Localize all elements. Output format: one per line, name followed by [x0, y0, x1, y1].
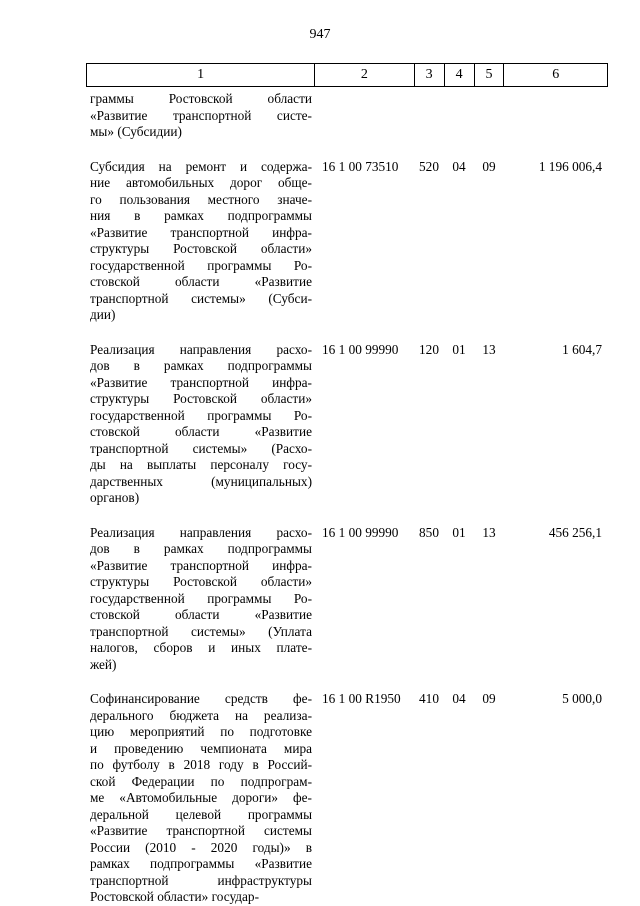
table-body — [86, 91, 608, 906]
subsection-cell: 13 — [482, 524, 496, 540]
subsection-cell: 13 — [482, 341, 496, 357]
section-cell: 04 — [452, 691, 466, 706]
description-line: Реализация направления расхо- — [90, 341, 312, 357]
description-line: Субсидия на ремонт и содержа- — [90, 158, 312, 174]
budget-table — [86, 63, 608, 906]
description-line: дов в рамках подпрограммы — [90, 541, 312, 556]
page-number: 947 — [309, 27, 331, 42]
table-header-row — [86, 63, 608, 87]
description-line: деральной целевой программы — [90, 806, 312, 822]
description-line: органов) — [90, 490, 140, 505]
description-line: стовской области «Развитие — [90, 607, 312, 622]
description-line: ние автомобильных дорог обще- — [90, 175, 312, 190]
expense-type-cell: 410 — [419, 691, 439, 706]
description-line: структуры Ростовской области» — [90, 574, 312, 589]
target-article-code-cell: 16 1 00 99990 — [322, 524, 399, 540]
description-line: структуры Ростовской области» — [90, 391, 312, 406]
table-row — [86, 91, 608, 141]
table-row — [86, 342, 608, 507]
description-line: рамках подпрограммы «Развитие — [90, 856, 312, 871]
table-row — [86, 691, 608, 906]
row-description — [86, 525, 314, 674]
description-line: транспортной системы» (Субси- — [90, 290, 312, 306]
amount-cell: 456 256,1 — [548, 524, 602, 540]
description-line: ния в рамках подпрограммы — [90, 208, 312, 223]
expense-type-cell: 850 — [419, 524, 439, 540]
expense-type-cell — [414, 91, 444, 141]
table-row — [86, 159, 608, 324]
description-line: «Развитие транспортной систе- — [90, 107, 312, 123]
description-line: Софинансирование средств фе- — [90, 691, 312, 706]
description-line: транспортной системы» (Уплата — [90, 623, 312, 639]
description-line: структуры Ростовской области» — [90, 241, 312, 256]
column-header-2: 2 — [314, 64, 414, 86]
row-description — [86, 159, 314, 324]
description-line: дов в рамках подпрограммы — [90, 358, 312, 373]
description-line: дерального бюджета на реализа- — [90, 707, 312, 723]
amount-cell: 1 196 006,4 — [538, 158, 602, 174]
row-description — [86, 91, 314, 141]
description-line: налогов, сборов и иных плате- — [90, 640, 312, 655]
description-line: государственной программы Ро- — [90, 407, 312, 423]
target-article-code-cell: 16 1 00 73510 — [322, 158, 399, 174]
description-line: цию мероприятий по подготовке — [90, 724, 312, 739]
target-article-code-cell: 16 1 00 99990 — [322, 341, 399, 357]
description-line: стовской области «Развитие — [90, 274, 312, 289]
subsection-cell — [474, 91, 504, 141]
description-line: России (2010 - 2020 годы)» в — [90, 839, 312, 855]
row-description — [86, 342, 314, 507]
subsection-cell: 09 — [482, 691, 496, 706]
table-row — [86, 525, 608, 674]
description-line: Реализация направления расхо- — [90, 524, 312, 540]
description-line: «Развитие транспортной инфра- — [90, 374, 312, 390]
description-line: «Развитие транспортной инфра- — [90, 557, 312, 573]
amount-cell — [504, 91, 608, 141]
description-line: стовской области «Развитие — [90, 424, 312, 439]
description-line: го пользования местного значе- — [90, 191, 312, 207]
description-line: мы» (Субсидии) — [90, 124, 182, 139]
column-header-4: 4 — [444, 64, 474, 86]
target-article-code-cell — [314, 91, 414, 141]
description-line: и проведению чемпионата мира — [90, 740, 312, 756]
description-line: «Развитие транспортной инфра- — [90, 224, 312, 240]
section-cell: 04 — [452, 158, 466, 174]
description-line: государственной программы Ро- — [90, 257, 312, 273]
target-article-code-cell: 16 1 00 R1950 — [322, 691, 401, 706]
amount-cell: 1 604,7 — [562, 341, 602, 357]
subsection-cell: 09 — [482, 158, 496, 174]
description-line: ской Федерации по подпрограм- — [90, 773, 312, 789]
description-line: «Развитие транспортной системы — [90, 823, 312, 838]
section-cell: 01 — [452, 524, 466, 540]
description-line: дарственных (муниципальных) — [90, 473, 312, 489]
column-header-6: 6 — [503, 64, 607, 86]
description-line: ды на выплаты персоналу госу- — [90, 457, 312, 472]
description-line: ме «Автомобильные дороги» фе- — [90, 790, 312, 805]
section-cell — [444, 91, 474, 141]
column-header-1: 1 — [197, 67, 205, 82]
expense-type-cell: 120 — [419, 341, 439, 357]
description-line: дии) — [90, 307, 116, 322]
description-line: жей) — [90, 656, 117, 672]
description-line: транспортной инфраструктуры — [90, 872, 312, 888]
description-line: транспортной системы» (Расхо- — [90, 440, 312, 456]
description-line: Ростовской области» государ- — [90, 889, 260, 904]
expense-type-cell: 520 — [419, 158, 439, 174]
description-line: государственной программы Ро- — [90, 590, 312, 606]
description-line: граммы Ростовской области — [90, 91, 312, 106]
row-description — [86, 691, 314, 906]
section-cell: 01 — [452, 341, 466, 357]
column-header-5: 5 — [474, 64, 504, 86]
column-header-3: 3 — [414, 64, 444, 86]
amount-cell: 5 000,0 — [562, 691, 602, 706]
description-line: по футболу в 2018 году в Россий- — [90, 757, 312, 772]
